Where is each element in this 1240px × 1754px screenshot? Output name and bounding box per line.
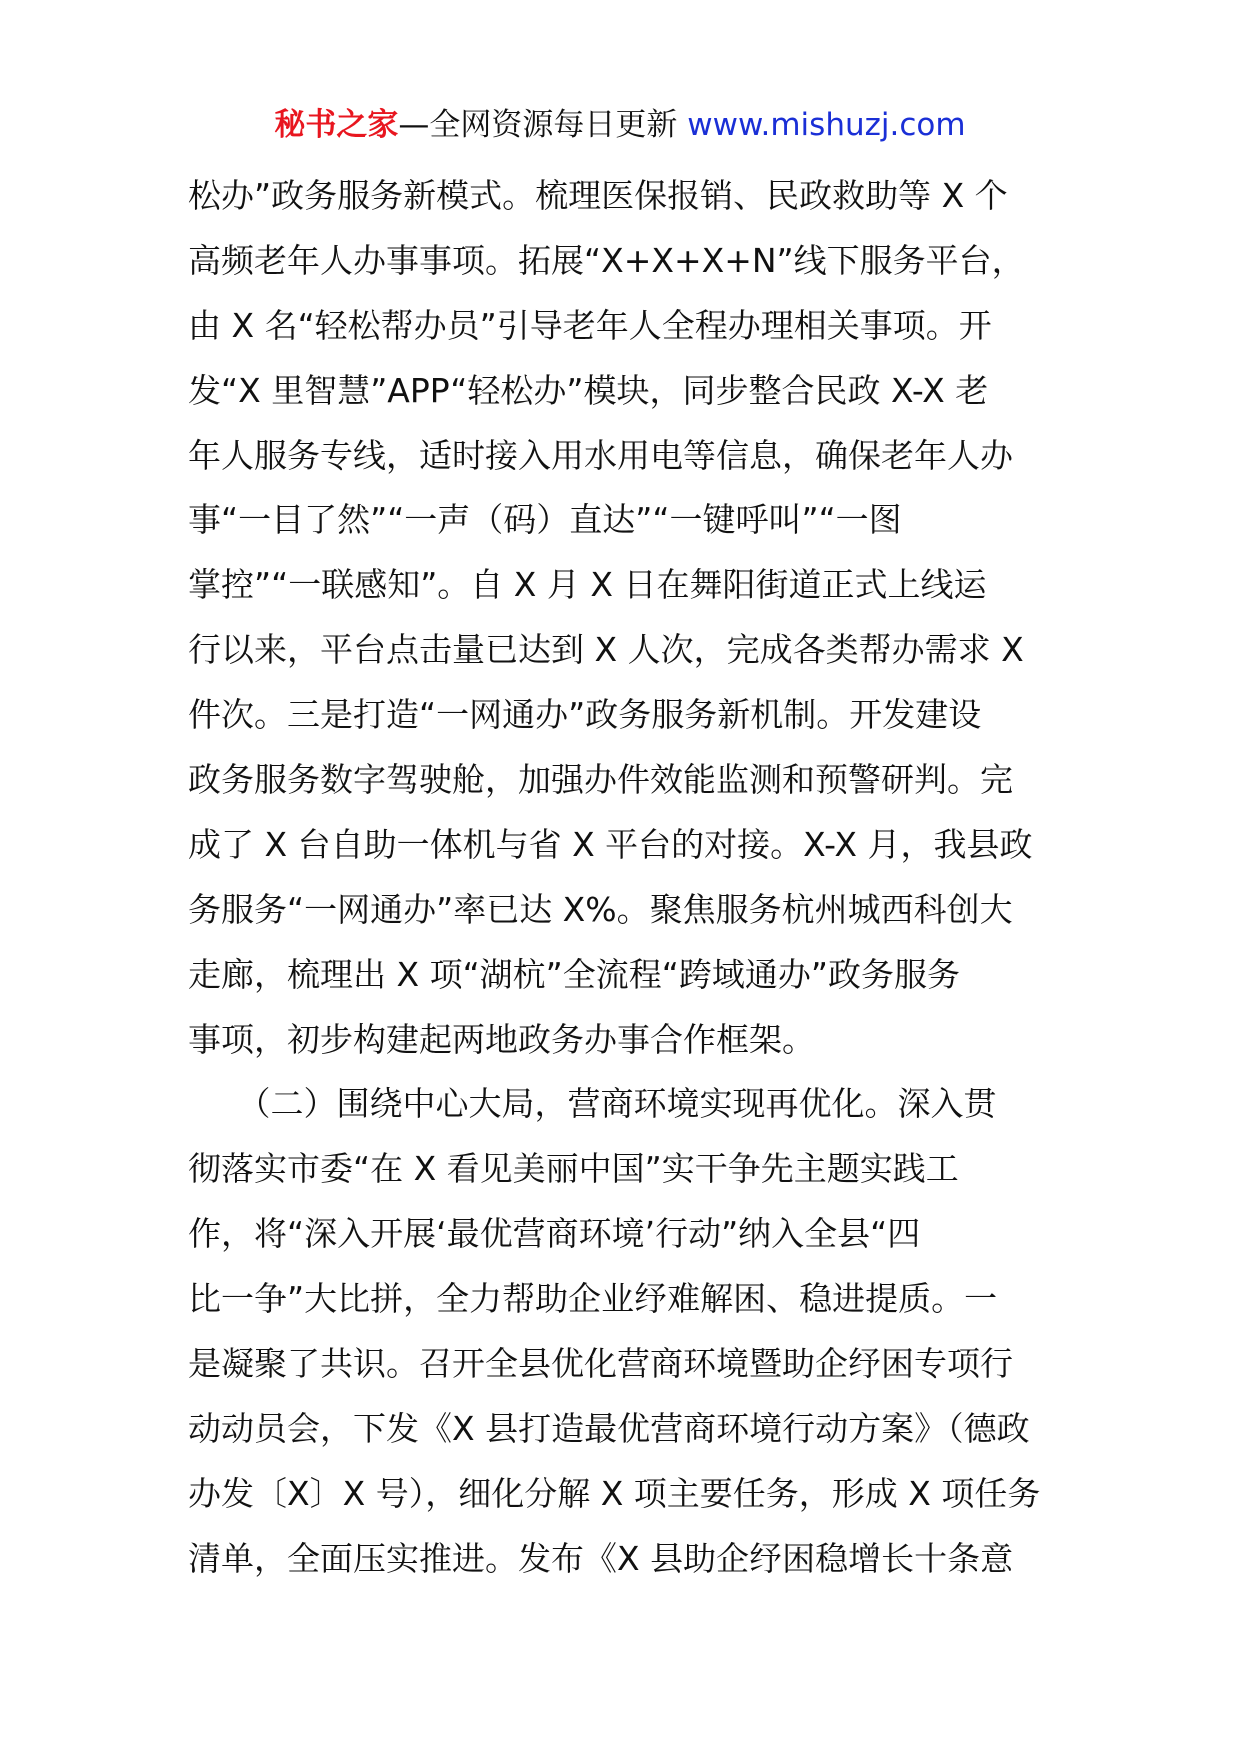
text-line: 动动员会，下发《X 县打造最优营商环境行动方案》（德政	[188, 1408, 1030, 1448]
text-line: 事项，初步构建起两地政务办事合作框架。	[188, 1019, 815, 1059]
text-line: 彻落实市委“在 X 看见美丽中国”实干争先主题实践工	[188, 1149, 959, 1189]
text-line: 由 X 名“轻松帮办员”引导老年人全程办理相关事项。开	[188, 305, 992, 345]
text-line: 掌控”“一联感知”。自 X 月 X 日在舞阳街道正式上线运	[188, 565, 987, 605]
text-line: 走廊，梳理出 X 项“湖杭”全流程“跨域通办”政务服务	[188, 954, 960, 994]
page-header	[0, 103, 1240, 147]
text-line: 成了 X 台自助一体机与省 X 平台的对接。X-X 月，我县政	[188, 824, 1033, 864]
text-line: 是凝聚了共识。召开全县优化营商环境暨助企纾困专项行	[188, 1344, 1013, 1384]
text-line: 事“一目了然”“一声（码）直达”“一键呼叫”“一图	[188, 500, 902, 540]
text-line: 发“X 里智慧”APP“轻松办”模块，同步整合民政 X-X 老	[188, 370, 989, 410]
document-body	[188, 164, 1058, 1592]
text-line: 清单，全面压实推进。发布《X 县助企纾困稳增长十条意	[188, 1538, 1014, 1578]
section-heading-line: （二）围绕中心大局，营商环境实现再优化。深入贯	[188, 1084, 997, 1124]
header-tagline: —全网资源每日更新	[398, 107, 688, 143]
text-line: 件次。三是打造“一网通办”政务服务新机制。开发建设	[188, 695, 982, 735]
header-brand: 秘书之家	[274, 107, 399, 143]
text-line: 作，将“深入开展‘最优营商环境’行动”纳入全县“四	[188, 1214, 921, 1254]
text-line: 松办”政务服务新模式。梳理医保报销、民政救助等 X 个	[188, 176, 1008, 215]
text-line: 年人服务专线，适时接入用水用电等信息，确保老年人办	[188, 435, 1013, 475]
text-line: 比一争”大比拼，全力帮助企业纾难解困、稳进提质。一	[188, 1279, 998, 1319]
header-site-link[interactable]: www.mishuzj.com	[687, 107, 966, 143]
text-line: 办发〔X〕X 号），细化分解 X 项主要任务，形成 X 项任务	[188, 1473, 1041, 1513]
text-line: 行以来，平台点击量已达到 X 人次，完成各类帮办需求 X	[188, 630, 1024, 670]
text-line: 务服务“一网通办”率已达 X%。聚焦服务杭州城西科创大	[188, 889, 1013, 929]
text-line: 政务服务数字驾驶舱，加强办件效能监测和预警研判。完	[188, 760, 1013, 800]
text-line: 高频老年人办事事项。拓展“X+X+X+N”线下服务平台，	[188, 240, 1025, 280]
